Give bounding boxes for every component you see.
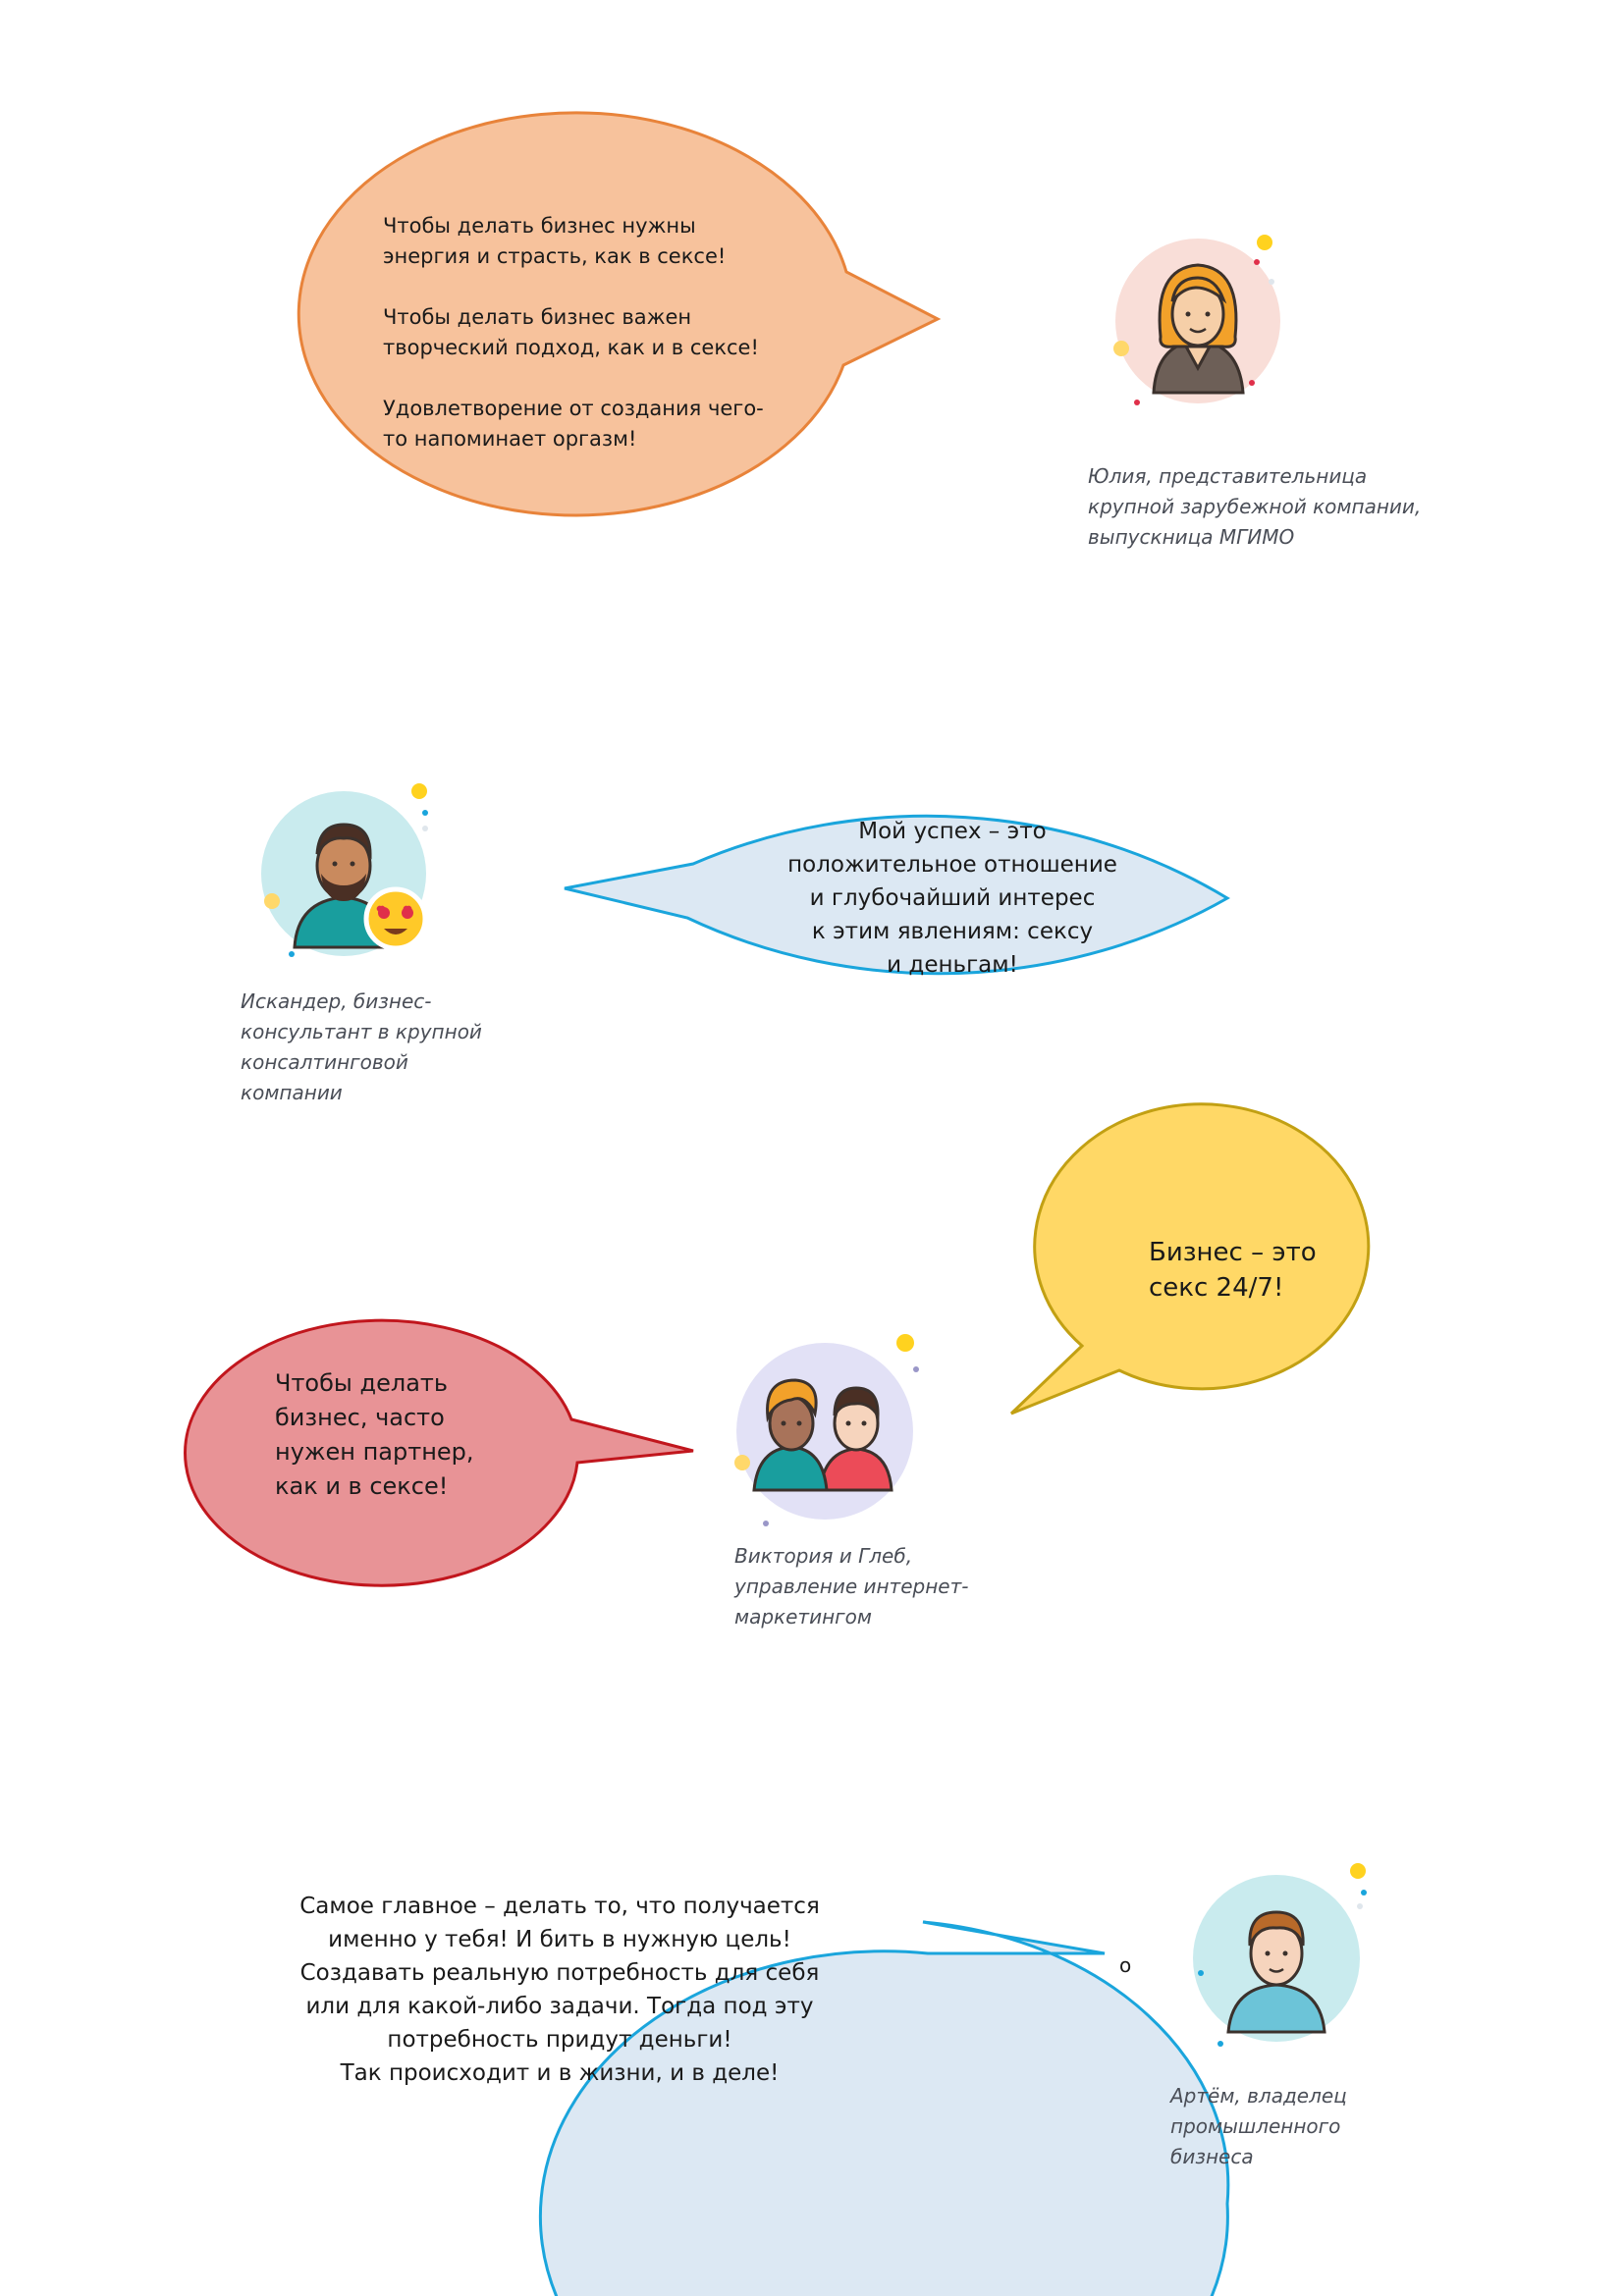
caption-artem: Артём, владелец промышленного бизнеса xyxy=(1170,2084,1347,2168)
quote-247: Бизнес – это секс 24/7! xyxy=(1149,1238,1317,1303)
caption-viktoria-gleb: Виктория и Глеб, управление интернет- маркетингом xyxy=(734,1544,969,1629)
quote-partner: Чтобы делать бизнес, часто нужен партнер, как и в сексе! xyxy=(275,1369,474,1500)
quote-iskander: Мой успех – это положительное отношение и глубочайший интерес к этим явлениям: сексу и деньгам! xyxy=(787,819,1117,978)
quote-yulia: Чтобы делать бизнес нужны энергия и страсть, как в сексе! Чтобы делать бизнес важен творческий подход, как и в сексе! Удовлетворение от создания чего- то напоминает оргазм! xyxy=(383,214,764,451)
female-avatar-icon xyxy=(1100,221,1296,417)
stray-mark: o xyxy=(1119,1953,1132,1977)
couple-avatar-icon xyxy=(727,1325,923,1541)
bearded-man-avatar-icon xyxy=(250,775,447,972)
young-man-avatar-icon xyxy=(1183,1855,1380,2052)
caption-yulia: Юлия, представительница крупной зарубежной компании, выпускница МГИМО xyxy=(1088,464,1422,549)
quote-artem: Самое главное – делать то, что получается именно у тебя! И бить в нужную цель! Создавать реальную потребность для себя или для какой-либо задачи. Тогда под эту потребность придут деньги! Так происходит и в жизни, и в деле! xyxy=(299,1894,820,2086)
caption-iskander: Искандер, бизнес- консультант в крупной консалтинговой компании xyxy=(241,989,482,1104)
